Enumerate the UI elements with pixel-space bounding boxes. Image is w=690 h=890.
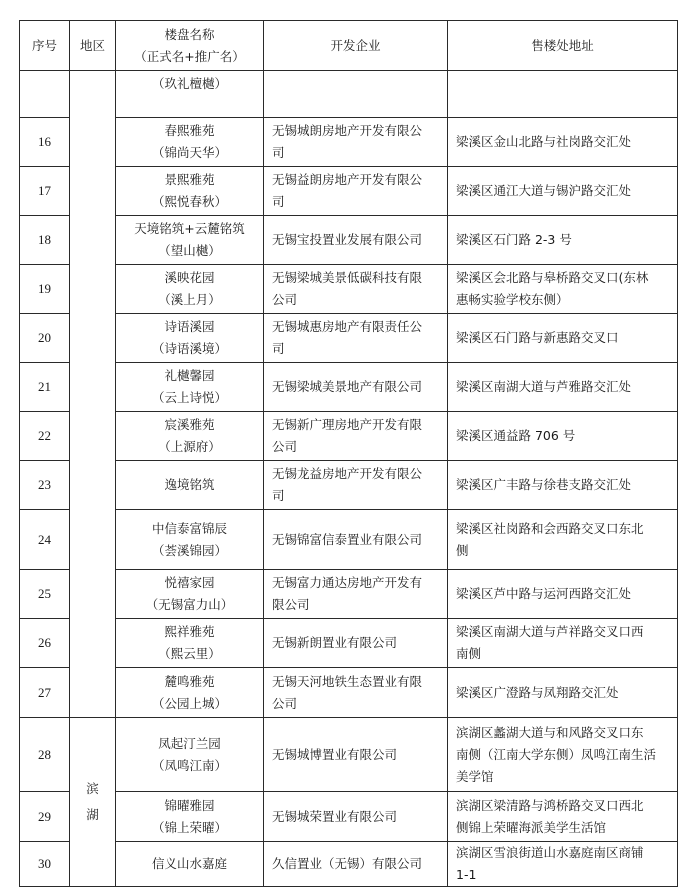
name-cell: 信义山水嘉庭 (116, 842, 264, 887)
name-cell: 锦曜雅园 （锦上荣曜） (116, 792, 264, 842)
seq-cell: 27 (20, 668, 70, 718)
header-name-line1: 楼盘名称 (164, 26, 215, 42)
name-cell: 凤起汀兰园 （凤鸣江南） (116, 718, 264, 792)
table-row (20, 461, 678, 510)
address-cell: 梁溪区会北路与皋桥路交叉口(东林 惠畅实验学校东侧） (448, 265, 678, 314)
header-address: 售楼处地址 (448, 21, 678, 71)
header-seq: 序号 (20, 21, 70, 71)
name-cell: 熙祥雅苑 （熙云里） (116, 619, 264, 668)
address-cell: 梁溪区通益路 706 号 (448, 412, 678, 461)
developer-cell: 无锡锦富信泰置业有限公司 (264, 510, 448, 570)
address-cell: 梁溪区社岗路和会西路交叉口东北 侧 (448, 510, 678, 570)
seq-cell: 28 (20, 718, 70, 792)
table-row (20, 363, 678, 412)
table-row (20, 314, 678, 363)
address-cell: 梁溪区芦中路与运河西路交汇处 (448, 570, 678, 619)
address-cell: 梁溪区石门路 2-3 号 (448, 216, 678, 265)
seq-cell: 29 (20, 792, 70, 842)
developer-cell: 无锡梁城美景低碳科技有限 公司 (264, 265, 448, 314)
table-row (20, 510, 678, 570)
developer-cell: 无锡富力通达房地产开发有 限公司 (264, 570, 448, 619)
developer-cell: 无锡益朗房地产开发有限公 司 (264, 167, 448, 216)
property-table (19, 20, 678, 887)
seq-cell: 30 (20, 842, 70, 887)
name-cell: 天境铭筑+云麓铭筑 （望山樾） (116, 216, 264, 265)
table-row (20, 216, 678, 265)
name-cell: 悦禧家园 （无锡富力山） (116, 570, 264, 619)
seq-cell: 17 (20, 167, 70, 216)
table-row (20, 792, 678, 842)
name-cell: 麓鸣雅苑 （公园上城） (116, 668, 264, 718)
address-cell: 滨湖区蠡湖大道与和风路交叉口东 南侧（江南大学东侧）凤鸣江南生活 美学馆 (448, 718, 678, 792)
table-row (20, 619, 678, 668)
address-cell: 梁溪区金山北路与社岗路交汇处 (448, 118, 678, 167)
developer-cell: 无锡城荣置业有限公司 (264, 792, 448, 842)
name-cell: 景熙雅苑 （熙悦春秋） (116, 167, 264, 216)
address-cell: 滨湖区梁清路与鸿桥路交叉口西北 侧锦上荣曜海派美学生活馆 (448, 792, 678, 842)
table-row (20, 265, 678, 314)
developer-cell: 无锡宝投置业发展有限公司 (264, 216, 448, 265)
address-cell: 滨湖区雪浪街道山水嘉庭南区商铺 1-1 (448, 842, 678, 887)
name-cell: 溪映花园 （溪上月） (116, 265, 264, 314)
name-cell: 中信泰富锦辰 （荟溪锦园） (116, 510, 264, 570)
seq-cell: 20 (20, 314, 70, 363)
address-cell: 梁溪区石门路与新惠路交叉口 (448, 314, 678, 363)
seq-cell: 26 (20, 619, 70, 668)
seq-cell: 18 (20, 216, 70, 265)
seq-cell: 24 (20, 510, 70, 570)
seq-cell: 19 (20, 265, 70, 314)
address-cell: 梁溪区南湖大道与芦祥路交叉口西 南侧 (448, 619, 678, 668)
name-cell: 诗语溪园 （诗语溪境） (116, 314, 264, 363)
table-row (20, 71, 678, 118)
name-cell: （玖礼檀樾） (116, 71, 264, 118)
developer-cell (264, 71, 448, 118)
seq-cell: 21 (20, 363, 70, 412)
seq-cell: 23 (20, 461, 70, 510)
developer-cell: 无锡城博置业有限公司 (264, 718, 448, 792)
developer-cell: 无锡新朗置业有限公司 (264, 619, 448, 668)
developer-cell: 无锡新广理房地产开发有限 公司 (264, 412, 448, 461)
address-cell: 梁溪区南湖大道与芦雅路交汇处 (448, 363, 678, 412)
developer-cell: 无锡天河地铁生态置业有限 公司 (264, 668, 448, 718)
table-row (20, 412, 678, 461)
table-row (20, 570, 678, 619)
developer-cell: 无锡梁城美景地产有限公司 (264, 363, 448, 412)
table-row (20, 118, 678, 167)
seq-cell (20, 71, 70, 118)
seq-cell: 22 (20, 412, 70, 461)
table-row (20, 167, 678, 216)
seq-cell: 16 (20, 118, 70, 167)
name-cell: 逸境铭筑 (116, 461, 264, 510)
developer-cell: 久信置业（无锡）有限公司 (264, 842, 448, 887)
developer-cell: 无锡城惠房地产有限责任公 司 (264, 314, 448, 363)
developer-cell: 无锡龙益房地产开发有限公 司 (264, 461, 448, 510)
name-cell: 礼樾馨园 （云上诗悦） (116, 363, 264, 412)
header-row (20, 21, 678, 71)
address-cell: 梁溪区通江大道与锡沪路交汇处 (448, 167, 678, 216)
table-row (20, 668, 678, 718)
header-name (116, 21, 264, 71)
table-row (20, 718, 678, 792)
header-name-line2: （正式名+推广名） (134, 48, 245, 64)
seq-cell: 25 (20, 570, 70, 619)
address-cell: 梁溪区广丰路与徐巷支路交汇处 (448, 461, 678, 510)
header-region: 地区 (70, 21, 116, 71)
address-cell: 梁溪区广澄路与凤翔路交汇处 (448, 668, 678, 718)
table-row (20, 842, 678, 887)
header-developer: 开发企业 (264, 21, 448, 71)
region-cell-liangxi (70, 71, 116, 718)
address-cell (448, 71, 678, 118)
developer-cell: 无锡城朗房地产开发有限公 司 (264, 118, 448, 167)
region-cell-binhu: 滨湖 (70, 718, 116, 887)
name-cell: 春熙雅苑 （锦尚天华） (116, 118, 264, 167)
name-cell: 宸溪雅苑 （上源府） (116, 412, 264, 461)
